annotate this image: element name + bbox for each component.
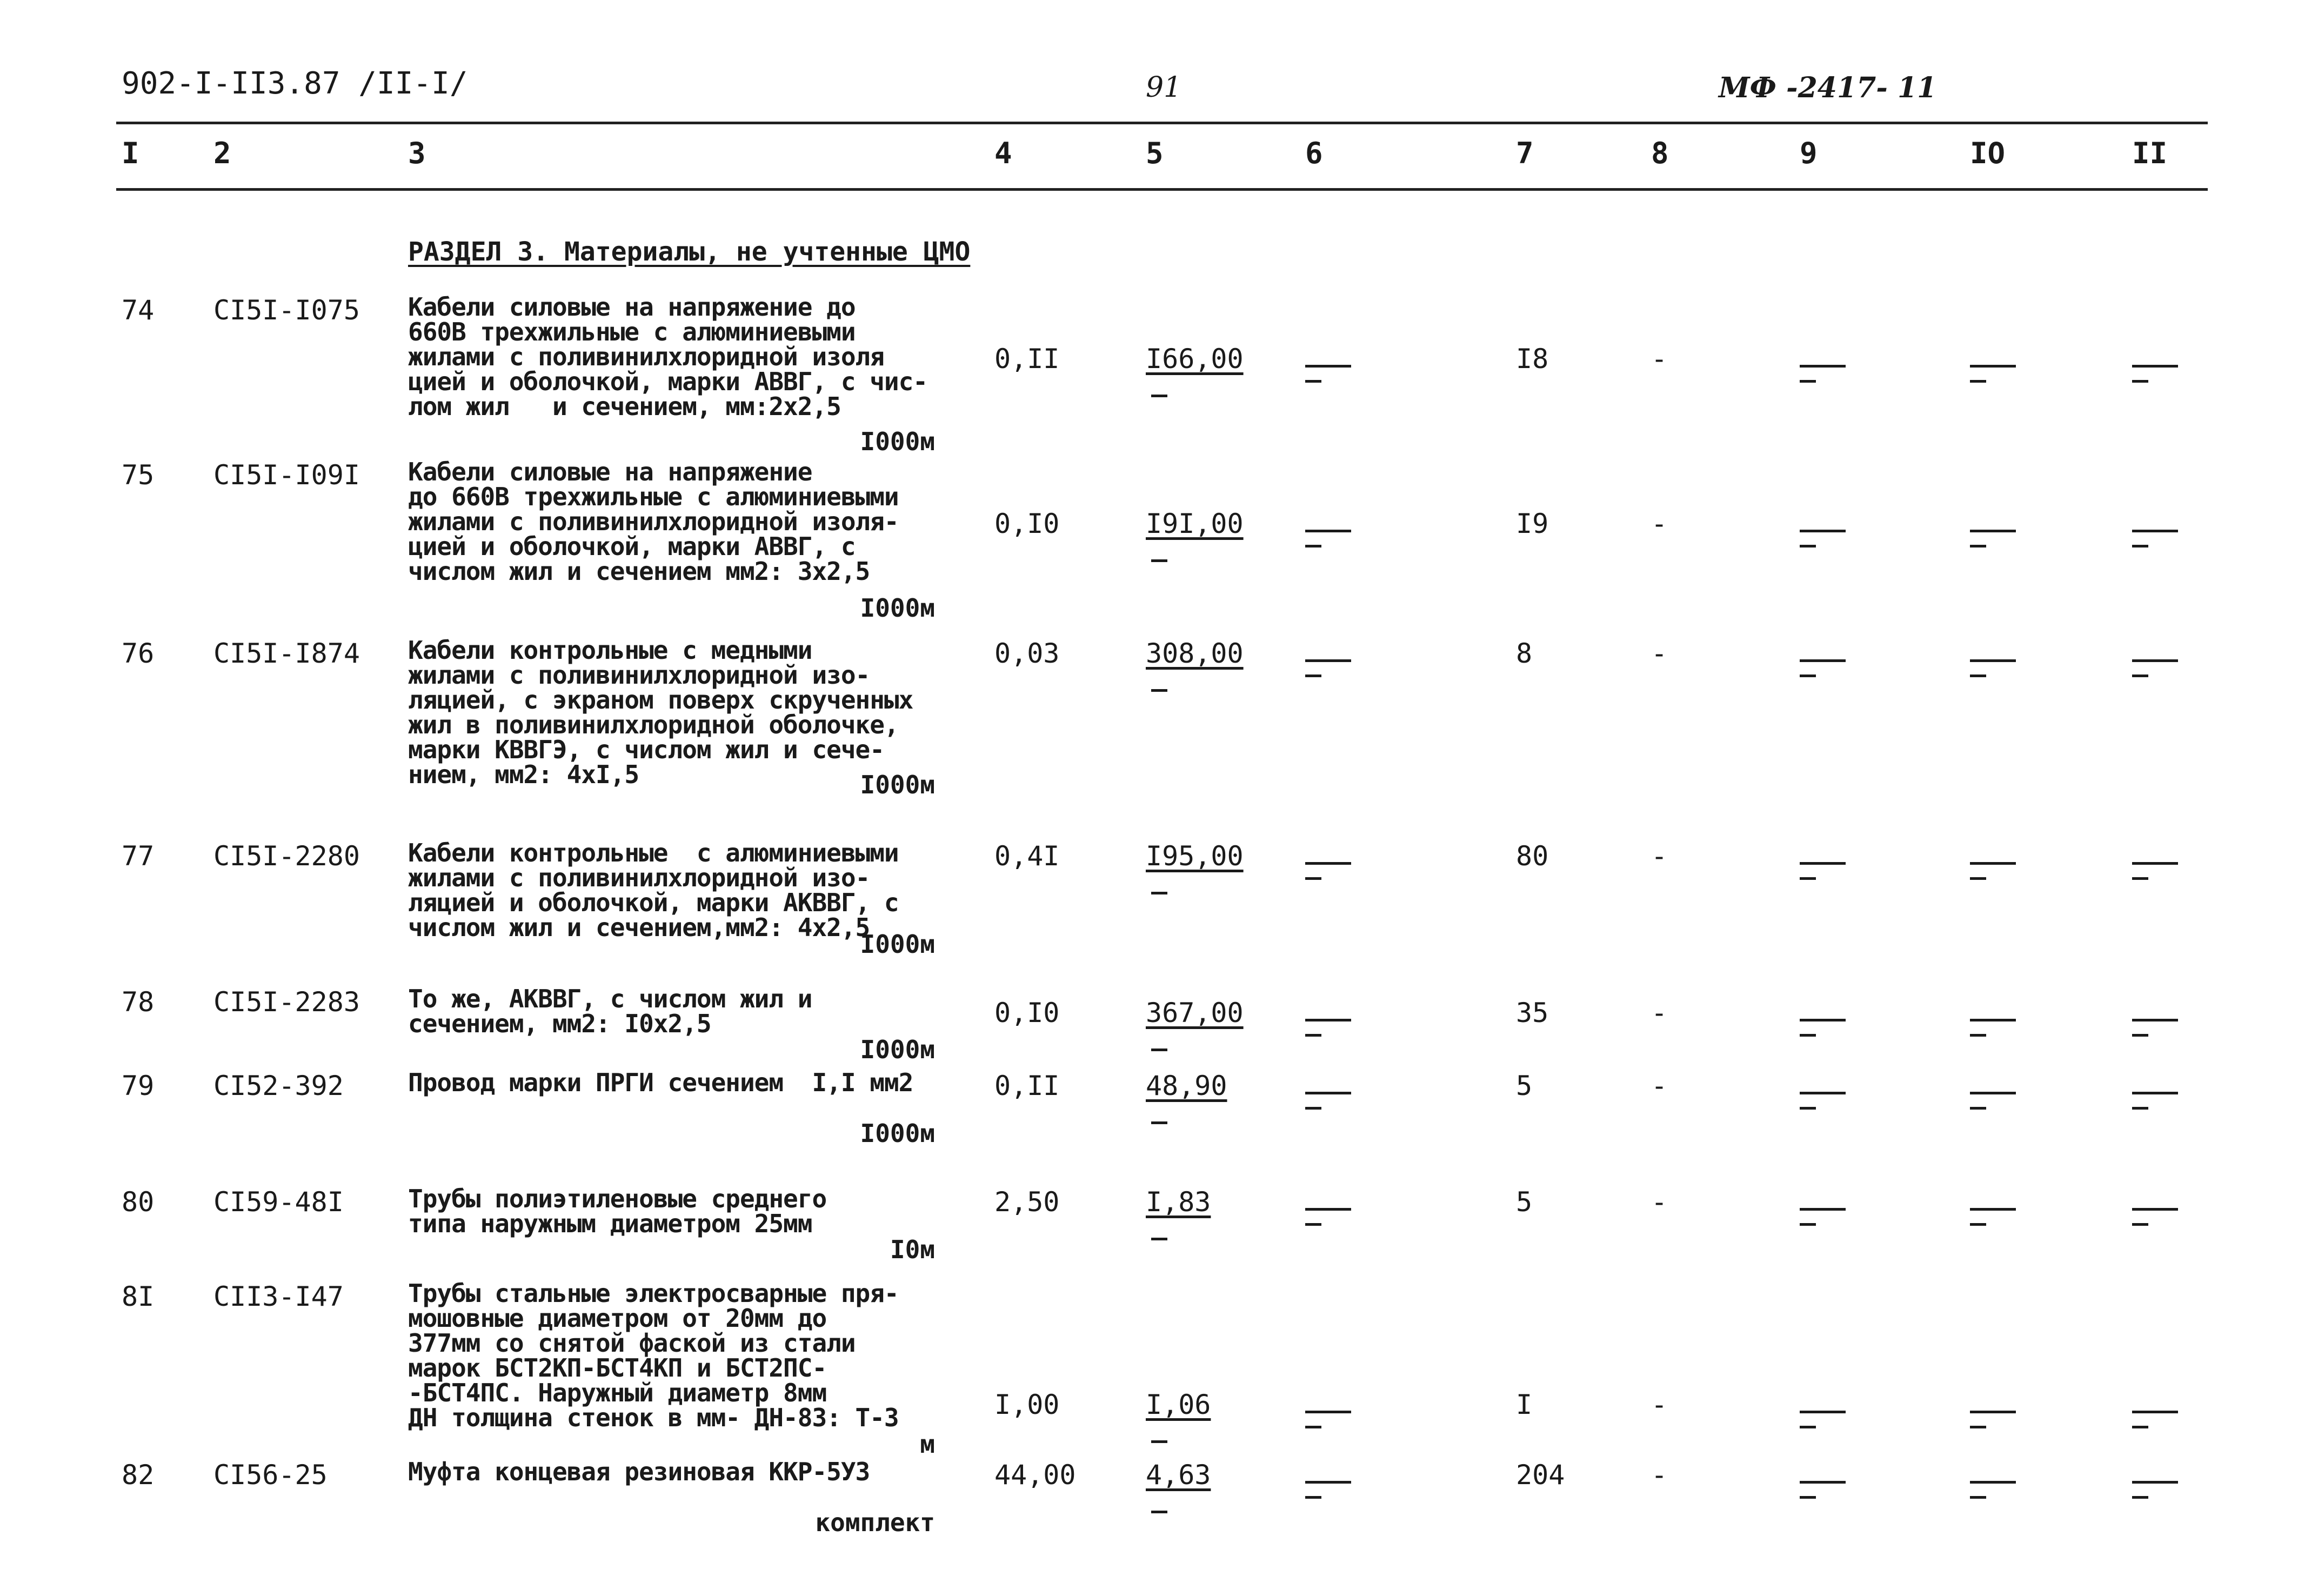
quantity-value: 0,4I	[994, 840, 1060, 872]
row-number: 82	[122, 1459, 155, 1491]
row-number: 8I	[122, 1281, 155, 1312]
item-unit: I000м	[860, 1035, 935, 1064]
dash-mark	[1305, 545, 1321, 547]
dash-mark	[1970, 675, 1986, 677]
dash-mark	[1151, 1049, 1167, 1051]
item-description: Кабели силовые на напряжение до 660В трехжильные с алюминиевыми жилами с поливинилхлоридной изоля- цией и оболочкой, марки АВВГ, с числом жил и сечением мм2: 3х2,5	[408, 457, 899, 586]
dash-mark	[1800, 659, 1846, 662]
document-stamp: МФ -2417- 11	[1719, 71, 1937, 104]
item-unit: I000м	[860, 1119, 935, 1148]
dash-mark	[1151, 689, 1167, 692]
dash-mark	[1305, 1092, 1351, 1094]
dash-mark	[1970, 659, 2016, 662]
item-unit: I000м	[860, 427, 935, 456]
dash-mark	[1800, 545, 1816, 547]
item-unit: I000м	[860, 770, 935, 799]
quantity-value: 0,I0	[994, 997, 1060, 1029]
column-header-7: 7	[1516, 136, 1534, 170]
dash-mark	[2132, 530, 2178, 532]
dash-mark	[1970, 365, 2016, 368]
item-description: Кабели контрольные с алюминиевыми жилами с поливинилхлоридной изо- ляцией и оболочкой, марки АКВВГ, с числом жил и сечением,мм2: 4х2,5	[408, 838, 899, 942]
dash-mark	[2132, 1107, 2148, 1110]
dash-mark	[1970, 1411, 2016, 1413]
dash-mark	[2132, 1481, 2178, 1484]
dash-mark	[1305, 1223, 1321, 1226]
dash-mark	[1970, 530, 2016, 532]
column-8-value: -	[1651, 997, 1668, 1029]
item-description: Кабели силовые на напряжение до 660В трехжильные с алюминиевыми жилами с поливинилхлоридной изоля цией и оболочкой, марки АВВГ, с чис- лом жил и сечением, мм:2х2,5	[408, 292, 927, 421]
dash-mark	[1970, 380, 1986, 383]
column-header-10: IO	[1970, 136, 2006, 170]
dash-mark	[1305, 1019, 1351, 1021]
item-description: Провод марки ПРГИ сечением I,I мм2	[408, 1068, 913, 1097]
column-8-value: -	[1651, 1070, 1668, 1101]
count-value: 35	[1516, 997, 1549, 1029]
column-header-9: 9	[1800, 136, 1818, 170]
dash-mark	[1305, 365, 1351, 368]
dash-mark	[1800, 1223, 1816, 1226]
dash-mark	[1151, 559, 1167, 562]
column-8-value: -	[1651, 638, 1668, 669]
quantity-value: 2,50	[994, 1186, 1060, 1218]
quantity-value: 0,II	[994, 1070, 1060, 1101]
count-value: 5	[1516, 1070, 1533, 1101]
row-number: 75	[122, 459, 155, 491]
dash-mark	[1800, 1411, 1846, 1413]
row-number: 80	[122, 1186, 155, 1218]
item-description: То же, АКВВГ, с числом жил и сечением, мм2: I0х2,5	[408, 984, 812, 1038]
dash-mark	[1800, 1481, 1846, 1484]
dash-mark	[1970, 1481, 2016, 1484]
dash-mark	[1970, 877, 1986, 880]
column-8-value: -	[1651, 343, 1668, 375]
count-value: I9	[1516, 508, 1549, 539]
dash-mark	[2132, 675, 2148, 677]
item-code: CI59-48I	[213, 1186, 344, 1218]
dash-mark	[2132, 877, 2148, 880]
price-value: 4,63	[1146, 1459, 1211, 1491]
dash-mark	[1800, 1107, 1816, 1110]
row-number: 78	[122, 986, 155, 1018]
item-code: CI56-25	[213, 1459, 328, 1491]
column-header-1: I	[122, 136, 139, 170]
column-8-value: -	[1651, 508, 1668, 539]
dash-mark	[1970, 1107, 1986, 1110]
column-header-3: 3	[408, 136, 426, 170]
dash-mark	[1151, 1440, 1167, 1443]
row-number: 74	[122, 295, 155, 326]
dash-mark	[1800, 1019, 1846, 1021]
header-top-rule	[116, 122, 2208, 124]
dash-mark	[2132, 1208, 2178, 1211]
column-8-value: -	[1651, 1389, 1668, 1420]
item-code: CI52-392	[213, 1070, 344, 1101]
column-header-5: 5	[1146, 136, 1164, 170]
column-header-4: 4	[994, 136, 1012, 170]
price-value: I9I,00	[1146, 508, 1244, 539]
quantity-value: 44,00	[994, 1459, 1076, 1491]
item-unit: I000м	[860, 930, 935, 959]
dash-mark	[2132, 365, 2178, 368]
dash-mark	[1800, 1496, 1816, 1499]
dash-mark	[1800, 1208, 1846, 1211]
dash-mark	[1305, 1411, 1351, 1413]
item-unit: I000м	[860, 593, 935, 623]
column-header-8: 8	[1651, 136, 1669, 170]
dash-mark	[2132, 1496, 2148, 1499]
item-code: CI5I-I09I	[213, 459, 360, 491]
price-value: 308,00	[1146, 638, 1244, 669]
dash-mark	[1970, 1092, 2016, 1094]
item-unit: I0м	[890, 1235, 935, 1264]
price-value: 367,00	[1146, 997, 1244, 1029]
item-unit: комплект	[815, 1508, 935, 1537]
dash-mark	[1800, 1092, 1846, 1094]
item-description: Трубы полиэтиленовые среднего типа наружным диаметром 25мм	[408, 1184, 827, 1238]
dash-mark	[2132, 659, 2178, 662]
item-code: CI5I-I874	[213, 638, 360, 669]
dash-mark	[1151, 1511, 1167, 1513]
dash-mark	[2132, 1426, 2148, 1428]
dash-mark	[1970, 1034, 1986, 1037]
column-header-11: II	[2132, 136, 2168, 170]
section-title: РАЗДЕЛ 3. Материалы, не учтенные ЦМО	[408, 237, 971, 267]
dash-mark	[1305, 1496, 1321, 1499]
dash-mark	[1970, 545, 1986, 547]
price-value: 48,90	[1146, 1070, 1227, 1101]
dash-mark	[1151, 395, 1167, 397]
dash-mark	[2132, 1092, 2178, 1094]
column-8-value: -	[1651, 840, 1668, 872]
header-bottom-rule	[116, 188, 2208, 191]
count-value: 80	[1516, 840, 1549, 872]
dash-mark	[1305, 380, 1321, 383]
dash-mark	[1305, 530, 1351, 532]
count-value: 8	[1516, 638, 1533, 669]
count-value: 204	[1516, 1459, 1565, 1491]
item-code: CI5I-I075	[213, 295, 360, 326]
item-description: Муфта концевая резиновая ККР-5УЗ	[408, 1457, 870, 1486]
dash-mark	[1305, 675, 1321, 677]
dash-mark	[1970, 1426, 1986, 1428]
dash-mark	[2132, 545, 2148, 547]
price-value: I,83	[1146, 1186, 1211, 1218]
item-unit: м	[920, 1430, 935, 1459]
row-number: 77	[122, 840, 155, 872]
dash-mark	[2132, 1223, 2148, 1226]
row-number: 76	[122, 638, 155, 669]
row-number: 79	[122, 1070, 155, 1101]
dash-mark	[1970, 1019, 2016, 1021]
item-code: CI5I-2280	[213, 840, 360, 872]
column-8-value: -	[1651, 1186, 1668, 1218]
dash-mark	[2132, 1034, 2148, 1037]
column-header-2: 2	[213, 136, 231, 170]
dash-mark	[1305, 1208, 1351, 1211]
dash-mark	[1151, 1121, 1167, 1124]
dash-mark	[1151, 1238, 1167, 1240]
dash-mark	[1800, 675, 1816, 677]
dash-mark	[2132, 1019, 2178, 1021]
column-8-value: -	[1651, 1459, 1668, 1491]
count-value: 5	[1516, 1186, 1533, 1218]
dash-mark	[1800, 862, 1846, 865]
dash-mark	[1970, 1208, 2016, 1211]
dash-mark	[2132, 862, 2178, 865]
dash-mark	[2132, 1411, 2178, 1413]
dash-mark	[1305, 1034, 1321, 1037]
dash-mark	[1970, 1223, 1986, 1226]
dash-mark	[1305, 1426, 1321, 1428]
price-value: I95,00	[1146, 840, 1244, 872]
document-code: 902-I-II3.87 /II-I/	[122, 66, 468, 101]
dash-mark	[1800, 1426, 1816, 1428]
dash-mark	[1305, 1107, 1321, 1110]
column-header-6: 6	[1305, 136, 1323, 170]
quantity-value: I,00	[994, 1389, 1060, 1420]
dash-mark	[1970, 862, 2016, 865]
dash-mark	[1305, 877, 1321, 880]
item-description: Кабели контрольные с медными жилами с поливинилхлоридной изо- ляцией, с экраном поверх скрученных жил в поливинилхлоридной оболочке, марки КВВГЭ, с числом жил и сече- нием, мм2: 4хI,5	[408, 636, 913, 789]
count-value: I	[1516, 1389, 1533, 1420]
item-code: CII3-I47	[213, 1281, 344, 1312]
page-number: 91	[1146, 71, 1182, 104]
dash-mark	[1800, 380, 1816, 383]
dash-mark	[1800, 365, 1846, 368]
dash-mark	[2132, 380, 2148, 383]
dash-mark	[1305, 1481, 1351, 1484]
dash-mark	[1800, 530, 1846, 532]
dash-mark	[1800, 877, 1816, 880]
dash-mark	[1305, 659, 1351, 662]
item-code: CI5I-2283	[213, 986, 360, 1018]
quantity-value: 0,II	[994, 343, 1060, 375]
count-value: I8	[1516, 343, 1549, 375]
quantity-value: 0,I0	[994, 508, 1060, 539]
dash-mark	[1800, 1034, 1816, 1037]
dash-mark	[1305, 862, 1351, 865]
dash-mark	[1970, 1496, 1986, 1499]
dash-mark	[1151, 892, 1167, 894]
item-description: Трубы стальные электросварные пря- мошовные диаметром от 20мм до 377мм со снятой фаской из стали марок БСТ2КП-БСТ4КП и БСТ2ПС- -БСТ4ПС. Наружный диаметр 8мм ДН толщина стенок в мм- ДН-83: Т-3	[408, 1279, 899, 1432]
price-value: I,06	[1146, 1389, 1211, 1420]
price-value: I66,00	[1146, 343, 1244, 375]
quantity-value: 0,03	[994, 638, 1060, 669]
